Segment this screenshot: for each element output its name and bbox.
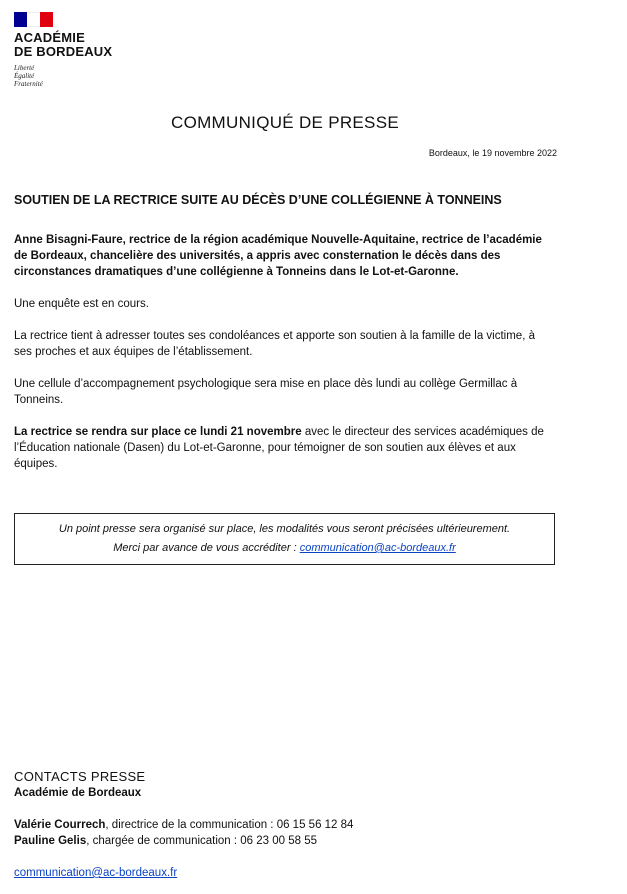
flag-red-stripe <box>40 12 53 27</box>
notice-email-link[interactable]: communication@ac-bordeaux.fr <box>299 542 456 554</box>
contact-1-role: , directrice de la communication : 06 15 56 12 84 <box>105 819 354 831</box>
org-name-line1: ACADÉMIE <box>14 30 85 45</box>
motto-fraternite: Fraternité <box>14 80 43 88</box>
motto-egalite: Égalité <box>14 72 35 80</box>
contacts-email-line <box>14 865 574 881</box>
lead-text: Anne Bisagni-Faure, rectrice de la région académique Nouvelle-Aquitaine, rectrice de l’académie de Bordeaux, chancelière des universités, a appris avec consternation le décès dans des circonstances dramatiques d’une collégienne à Tonneins dans le Lot-et-Garonne. <box>14 234 542 278</box>
contact-1-name: Valérie Courrech <box>14 819 106 831</box>
notice-line1: Un point presse sera organisé sur place, les modalités vous seront précisées ultérieurement. <box>58 523 511 535</box>
visit-bold-text: La rectrice se rendra sur place ce lundi 21 novembre <box>14 426 302 438</box>
contacts-spacer <box>14 801 574 817</box>
contacts-spacer-2 <box>14 849 574 865</box>
org-name-line2: DE BORDEAUX <box>14 44 113 59</box>
republic-motto <box>14 64 144 88</box>
org-name <box>14 31 144 59</box>
press-headline: SOUTIEN DE LA RECTRICE SUITE AU DÉCÈS D’UNE COLLÉGIENNE À TONNEINS <box>14 193 502 207</box>
page-title: COMMUNIQUÉ DE PRESSE <box>171 113 399 132</box>
contacts-email-link[interactable]: communication@ac-bordeaux.fr <box>14 867 178 879</box>
flag-blue-stripe <box>14 12 27 27</box>
contact-person-2 <box>14 833 574 849</box>
paragraph-condolences: La rectrice tient à adresser toutes ses condoléances et apporte son soutien à la famille de la victime, à ses proches et aux équipes de l’établissement. <box>14 330 535 358</box>
press-contacts <box>14 769 574 881</box>
visit-text: avec le directeur des services académiques de l’Éducation nationale (Dasen) du Lot-et-Garonne, pour témoigner de son soutien aux élèves et aux équipes. <box>14 426 544 470</box>
contacts-heading: CONTACTS PRESSE <box>14 769 146 784</box>
press-body <box>14 232 554 488</box>
contact-person-1 <box>14 817 574 833</box>
academie-logo <box>14 12 144 88</box>
notice-line2-prefix: Merci par avance de vous accréditer : <box>113 542 300 554</box>
contact-2-role: , chargée de communication : 06 23 00 58 55 <box>86 835 318 847</box>
lead-paragraph <box>14 232 554 280</box>
press-notice-box <box>14 513 555 565</box>
document-date: Bordeaux, le 19 novembre 2022 <box>428 148 557 158</box>
french-flag-icon <box>14 12 53 27</box>
contact-2-name: Pauline Gelis <box>14 835 87 847</box>
motto-liberte: Liberté <box>14 64 35 72</box>
contacts-org: Académie de Bordeaux <box>14 787 142 799</box>
flag-white-stripe <box>27 12 40 27</box>
notice-line2 <box>15 539 554 558</box>
paragraph-support-cell: Une cellule d’accompagnement psychologique sera mise en place dès lundi au collège Germillac à Tonneins. <box>14 378 518 406</box>
paragraph-visit <box>14 424 554 472</box>
paragraph-investigation: Une enquête est en cours. <box>14 298 149 310</box>
